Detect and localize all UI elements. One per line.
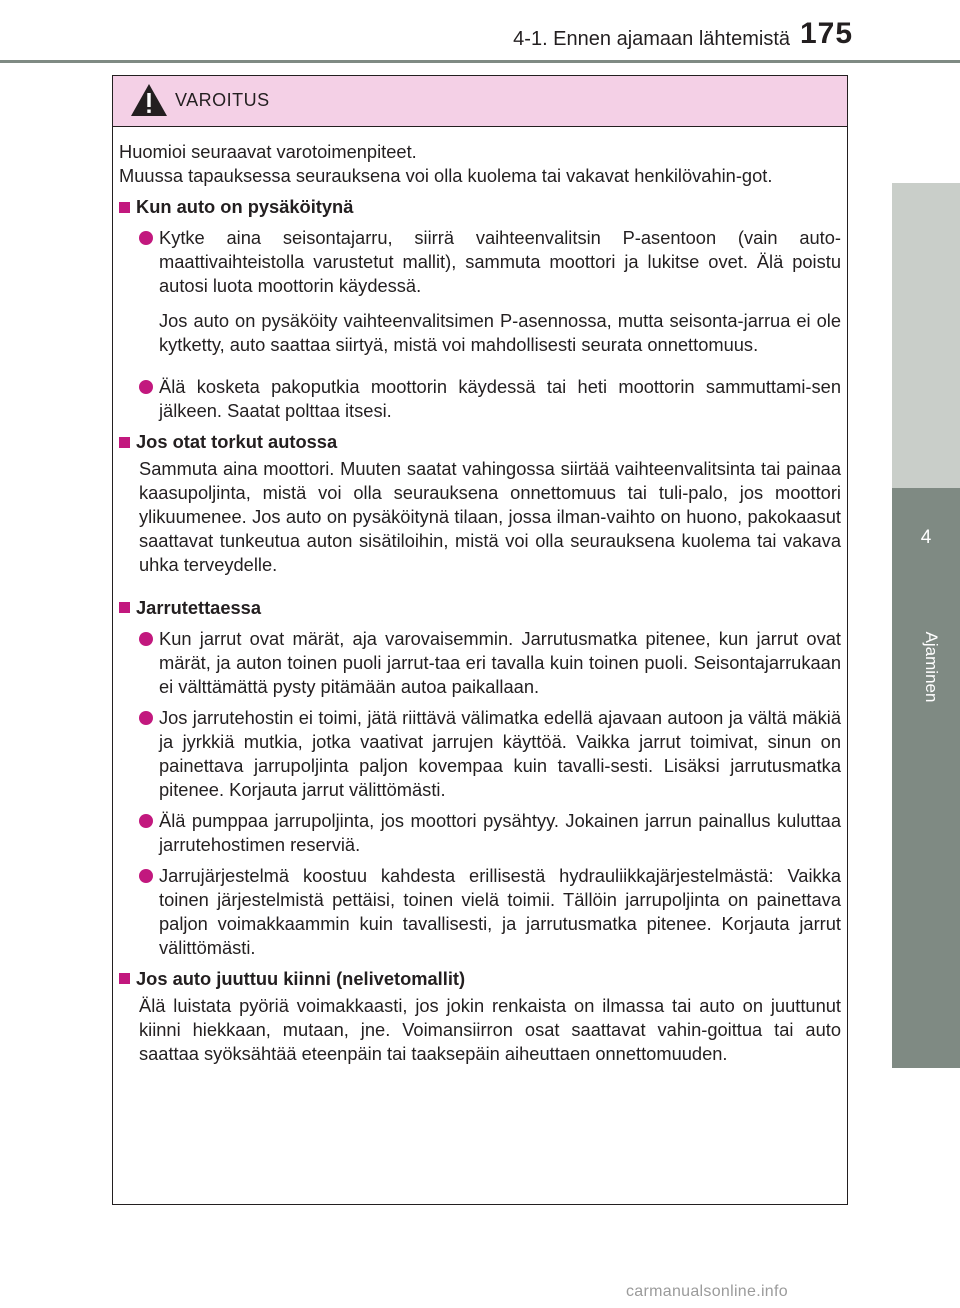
intro-line-1: Huomioi seuraavat varotoimenpiteet.	[119, 141, 417, 162]
bullet-text: Älä pumppaa jarrupoljinta, jos moottori pysähtyy. Jokainen jarrun painallus kuluttaa jarrutehostimen reserviä.	[159, 809, 841, 855]
heading-text: Jos otat torkut autossa	[136, 431, 338, 453]
bullet-text: Kun jarrut ovat märät, aja varovaisemmin. Jarrutusmatka pitenee, kun jarrut ovat märät, ja auton toinen puoli jarrut-taa eri tavalla kuin toinen puoli. Seisontajarrukaan ei välttämättä pysty pitämään autoa paikallaan.	[159, 627, 841, 697]
dot-bullet-icon	[139, 231, 153, 245]
dot-bullet-icon	[139, 711, 153, 725]
section-body: Sammuta aina moottori. Muuten saatat vahingossa siirtää vaihteenvalitsinta tai painaa kaasupoljinta, mistä voi olla seurauksena onnettomuus tai tuli-palo, jos moottori ylikuumenee. Jos auto on pysäköitynä tilaan, jossa ilman-vaihto on huono, pakokaasut saattavat tunkeutua auton sisätiloihin, mistä voi olla seurauksena kuolema tai vakava uhka terveydelle.	[139, 458, 841, 576]
intro-line-2: Muussa tapauksessa seurauksena voi olla kuolema tai vakavat henkilövahin-got.	[119, 165, 773, 186]
square-bullet-icon	[119, 973, 130, 984]
list-item	[119, 809, 841, 857]
list-item	[119, 706, 841, 802]
section-heading-parked	[119, 195, 841, 219]
section-heading-braking	[119, 596, 841, 620]
heading-text: Jarrutettaessa	[136, 596, 261, 618]
dot-bullet-icon	[139, 814, 153, 828]
heading-text: Jos auto juuttuu kiinni (nelivetomallit)	[136, 967, 466, 989]
header-section-title: 4-1. Ennen ajamaan lähtemistä	[513, 28, 790, 50]
warning-header	[113, 76, 847, 127]
side-tab-chapter-label: Ajaminen	[922, 631, 941, 703]
header-rule	[0, 60, 960, 63]
side-tab-chapter-number: 4	[892, 488, 960, 588]
dot-bullet-icon	[139, 380, 153, 394]
bullet-text: Jarrujärjestelmä koostuu kahdesta erillisestä hydrauliikkajärjestelmästä: Vaikka toinen järjestelmistä pettäisi, toinen vielä toimii. Tällöin jarrupoljinta on painettava paljon voimakkaammin kuin tavallisesti, ja jarrutusmatka pitenee. Korjauta jarrut välittömästi.	[159, 864, 841, 958]
warning-box	[112, 75, 848, 1205]
list-item	[119, 627, 841, 699]
bullet-subtext: Jos auto on pysäköity vaihteenvalitsimen P-asennossa, mutta seisonta-jarrua ei ole kytketty, auto saattaa siirtyä, mistä voi mahdollisesti seurata onnettomuus.	[159, 310, 841, 355]
section-heading-stuck	[119, 967, 841, 991]
list-item	[119, 375, 841, 423]
footer-watermark: carmanualsonline.info	[626, 1283, 788, 1300]
section-body: Älä luistata pyöriä voimakkaasti, jos jokin renkaista on ilmassa tai auto on juuttunut kiinni hiekkaan, mutaan, jne. Voimansiirron osat saattavat vahin-goittua tai auto saattaa syöksähtää eteenpäin tai taaksepäin aiheuttaen onnettomuuden.	[139, 994, 841, 1064]
bullet-text: Kytke aina seisontajarru, siirrä vaihteenvalitsin P-asentoon (vain auto-maattivaihteistolla varustetut mallit), sammuta moottori ja lukitse ovet. Älä poistu autosi luota moottorin käydessä.	[159, 227, 841, 296]
warning-content	[119, 140, 841, 1084]
square-bullet-icon	[119, 602, 130, 613]
heading-text: Kun auto on pysäköitynä	[136, 196, 354, 217]
dot-bullet-icon	[139, 869, 153, 883]
section-heading-nap	[119, 430, 841, 454]
list-item	[119, 864, 841, 960]
warning-triangle-icon	[129, 82, 169, 118]
list-item	[119, 226, 841, 298]
bullet-text: Älä kosketa pakoputkia moottorin käydessä tai heti moottorin sammuttami-sen jälkeen. Saatat polttaa itsesi.	[159, 376, 841, 422]
dot-bullet-icon	[139, 632, 153, 646]
square-bullet-icon	[119, 202, 130, 213]
warning-title: VAROITUS	[175, 90, 270, 110]
page-number: 175	[800, 17, 854, 50]
bullet-text: Jos jarrutehostin ei toimi, jätä riittävä välimatka edellä ajavaan autoon ja vältä mäkiä ja jyrkkiä mutkia, jotka vaativat jarrujen käyttöä. Vaikka jarrut toimivat, sinun on painettava jarrupoljinta paljon kovempaa kuin tavalli-sesti. Lisäksi jarrutusmatka pitenee. Korjauta jarrut välittömästi.	[159, 706, 841, 800]
square-bullet-icon	[119, 437, 130, 448]
